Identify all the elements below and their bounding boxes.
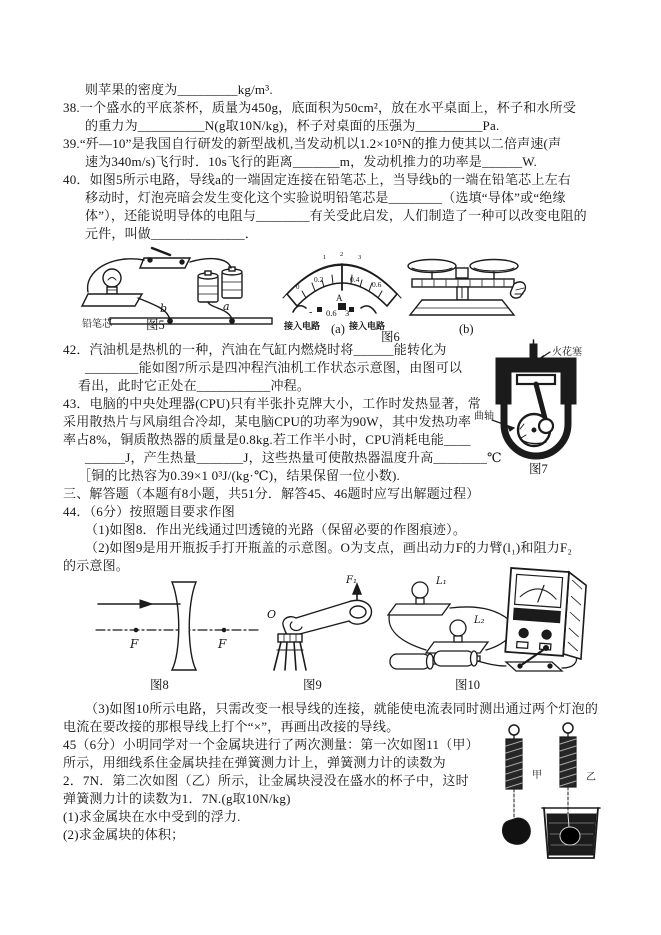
figure-6a-caption: (a): [331, 322, 345, 336]
dial-number: 2: [340, 251, 344, 258]
text-line: 38.一个盛水的平底茶杯，质量为450g，底面积为50cm²，放在水平桌面上，杯子和水所受: [63, 100, 577, 115]
pencil-lead-label: 铅笔芯: [82, 319, 112, 330]
text-line: 率占8%，铜质散热器的质量是0.8kg.若工作半小时，CPU消耗电能____: [63, 432, 471, 447]
text-line: 弹簧测力计的读数为1．7N.(g取10N/kg): [63, 791, 291, 806]
figure-7-caption: 图7: [529, 462, 548, 476]
text-line: ________能如图7所示是四冲程汽油机工作状态示意图，由图可以: [85, 360, 463, 375]
text-line: 元件，叫做______________．: [85, 226, 259, 241]
figure-7-engine-diagram: [474, 340, 608, 464]
text-line: （2)如图9是用开瓶扳手打开瓶盖的示意图。O为支点，画出动力F的力臂(l₁)和阻力F₂: [85, 540, 573, 555]
text-line: 40．如图5所示电路，导线a的一端固定连接在铅笔芯上，当导线b的一端在铅笔芯上左右: [63, 172, 571, 187]
figure-5-pencil-lead-circuit: [82, 246, 282, 334]
text-line: (1)求金属块在水中受到的浮力.: [63, 809, 241, 824]
figure-6b-balance-scale: [400, 246, 528, 328]
text-line: 42．汽油机是热机的一种，汽油在气缸内燃烧时将______能转化为: [63, 342, 447, 357]
text-line: 体”），还能说明导体的电阻与________有关受此启发，人们制造了一种可以改变电阻的: [85, 208, 587, 223]
text-line: 2．7N．第二次如图（乙）所示，让金属块浸没在盛水的杯子中，这时: [63, 773, 469, 788]
text-line: 速为340m/s)飞行时．10s飞行的距离_______m，发动机推力的功率是______W.: [85, 154, 538, 169]
text-line: 所示，用细线系住金属块挂在弹簧测力计上，弹簧测力计的读数为: [63, 755, 446, 770]
spark-plug-label: 火花塞: [552, 347, 582, 358]
text-line: 44．（6分）按照题目要求作图: [63, 504, 236, 519]
section-heading: 三、解答题（本题有8小题，共51分．解答45、46题时应写出解题过程）: [63, 486, 480, 501]
dial-number: 3: [358, 254, 362, 261]
focus-label-right: F: [218, 637, 227, 651]
figure-8-concave-lens: [96, 578, 264, 674]
force-f1-label: F₁: [346, 575, 357, 586]
text-line: ______J，产生热量_______J，这些热量可使散热器温度升高________℃: [85, 450, 502, 465]
lamp-l1-label: L₁: [436, 576, 447, 587]
wire-b-label: b: [160, 302, 168, 315]
text-line: 45（6分）小明同学对一个金属块进行了两次测量：第一次如图11（甲）: [63, 737, 479, 752]
figure-6b-caption: (b): [459, 322, 474, 336]
scale-jia-label: 甲: [532, 770, 542, 781]
figure-6a-ammeter-dial: [283, 244, 405, 334]
text-line: 的示意图。: [63, 558, 130, 573]
terminal-minus-label: -: [309, 307, 313, 318]
text-line: 看出，此时它正处在___________冲程。: [78, 378, 311, 393]
dial-number: 0.4: [350, 275, 360, 284]
figure-8-caption: 图8: [150, 678, 169, 692]
text-line: 43．电脑的中央处理器(CPU)只有半张扑克牌大小，工作时发热显著，常: [63, 396, 481, 411]
ammeter-unit-label: A: [336, 293, 343, 303]
wire-a-label: a: [223, 300, 230, 313]
text-line: ［铜的比热容为0.39×1 0³J/(kg·℃)，结果保留一位小数).: [78, 468, 401, 483]
figure-11-spring-scales: [448, 722, 616, 866]
text-line: （1)如图8．作出光线通过凹透镜的光路（保留必要的作图痕迹）。: [85, 522, 467, 537]
connect-circuit-label: 接入电路: [349, 321, 386, 331]
dial-number: 0.2: [314, 275, 324, 284]
lamp-l2-label: L₂: [474, 615, 485, 626]
dial-number: 0: [296, 283, 300, 291]
crankshaft-label: 曲轴: [474, 411, 494, 422]
figure-10-caption: 图10: [455, 678, 481, 692]
scale-yi-label: 乙: [586, 772, 596, 783]
fulcrum-label: O: [267, 608, 277, 621]
dial-number: 0.6: [372, 280, 382, 289]
figure-6-caption: 图6: [381, 330, 400, 344]
dial-number: 1: [323, 254, 327, 261]
focus-label-left: F: [130, 637, 139, 651]
text-line: 39.“歼—10”是我国自行研发的新型战机,当发动机以1.2×10⁵N的推力使其以二倍声速(声: [63, 136, 562, 151]
text-line: 的重力为__________N(g取10N/kg)，杯子对桌面的压强为__________Pa.: [85, 118, 500, 133]
text-line: (2)求金属块的体积；: [63, 827, 185, 842]
text-line: 电流在要改接的那根导线上打个“×”，再画出改接的导线。: [63, 719, 400, 734]
figure-10-lamp-circuit: [388, 564, 593, 674]
figure-5-caption: 图5: [146, 318, 165, 332]
text-line: 采用散热片与风扇组合冷却，某电脑CPU的功率为90W，其中发热功率: [63, 414, 472, 429]
figure-9-bottle-opener: [262, 572, 394, 674]
text-line: 移动时，灯泡亮暗会发生变化这个实验说明铅笔芯是________（选填“导体”或“绝缘: [85, 190, 566, 205]
terminal-3-label: 3: [345, 308, 350, 318]
text-line: （3)如图10所示电路，只需改变一根导线的连接，就能使电流表同时测出通过两个灯泡的: [85, 701, 599, 716]
connect-circuit-label: 接入电路: [284, 321, 321, 331]
text-line: 则苹果的密度为_________kg/m³.: [85, 82, 273, 97]
figure-9-caption: 图9: [303, 678, 322, 692]
terminal-06-label: 0.6: [326, 308, 337, 318]
